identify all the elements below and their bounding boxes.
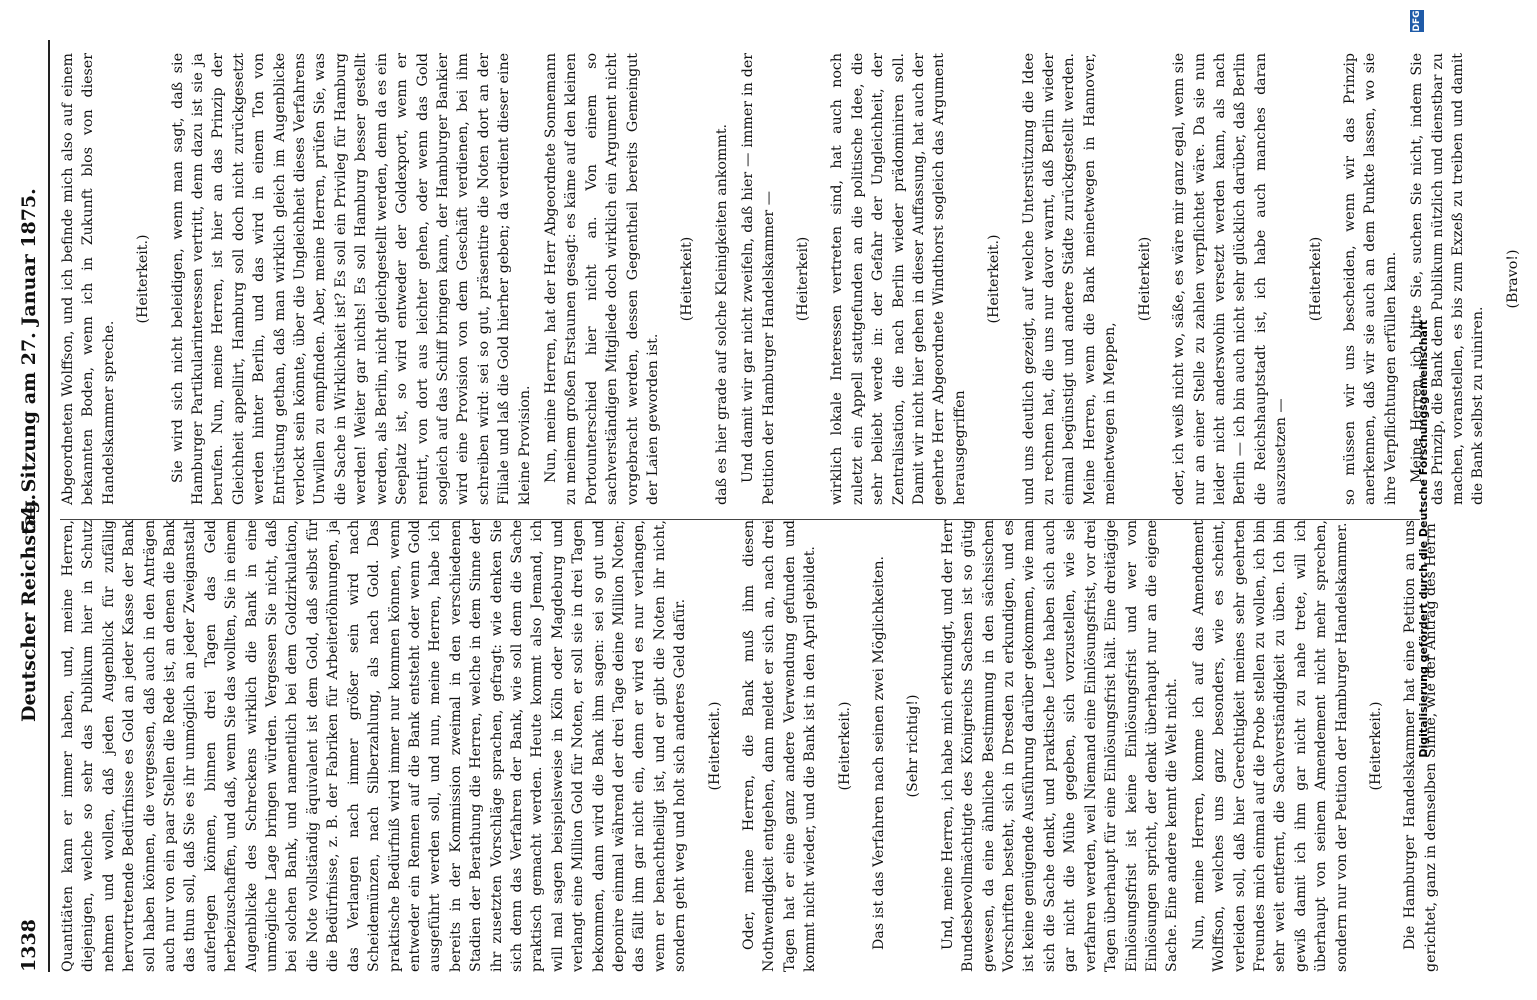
page-header <box>8 40 50 972</box>
paragraph: wirklich lokale Interessen vertreten sind, hat auch noch zuletzt ein Appell stattgefunden an die politische Idee, die sehr beliebt werde in: der Gefahr der Ungleichheit, der Zentralisation, die nach Berlin wieder prädominiren soll. Damit wir nicht hier gehen in dieser Auffassung, hat auch der geehrte Herr Abgeordnete Windthorst sogleich das Argument herausgegriffen <box>829 53 968 505</box>
paragraph: Meine Herren, ich bitte Sie, suchen Sie nicht, indem Sie das Prinzip, die Bank dem Publikum nützlich und dienstbar zu machen, voranstellen, es bis zum Exzeß zu treiben und damit die Bank selbst zu ruiniren. <box>1409 53 1487 505</box>
paragraph: Nun, meine Herren, komme ich auf das Amendement Wolffson, welches uns ganz besonders, wie es scheint, verleiden soll, daß hier Gerechtigkeit meines sehr geehrten Freundes mich einmal auf die Probe stellen zu wollen, ich bin sehr weit entfernt, die Sachverständigkeit zu üben. Ich bin gewiß damit ich ihm gar nicht zu nahe trete, will ich überhaupt von seinem Amendement nicht mehr sprechen, sondern nur von der Petition der Hamburger Handelskammer. <box>1190 520 1350 972</box>
funding-credit: Digitalisierung gefördert durch die Deutsche Forschungsgemeinschaft <box>1417 320 1430 758</box>
digitization-note <box>1416 0 1432 1000</box>
interjection: (Heiterkeit) <box>1307 236 1324 322</box>
right-column <box>58 53 1537 505</box>
interjection: (Heiterkeit) <box>679 236 696 322</box>
left-column <box>58 520 1447 972</box>
paragraph: so müssen wir uns bescheiden, wenn wir das Prinzip anerkennen, daß wir sie auch an dem Punkte lassen, wo sie ihre Verpflichtungen erfüllen kann. <box>1341 53 1399 505</box>
interjection: (Heiterkeit.) <box>135 234 152 324</box>
paragraph: daß es hier grade auf solche Kleinigkeiten ankommt. <box>713 123 730 505</box>
paragraph: Oder, meine Herren, die Bank muß ihm diesen Nothwendigkeit entgehen, dann meldet er sich an, nach drei Tagen hat er eine ganz andere Verwendung gefunden und kommt nicht wieder, und die Bank ist in den April gebildet. <box>741 520 819 972</box>
dfg-logo: DFG <box>1412 10 1422 32</box>
session-title: 54. Sitzung am 27. Januar 1875. <box>18 188 40 532</box>
paragraph: Das ist das Verfahren nach seinen zwei Möglichkeiten. <box>871 555 888 950</box>
paragraph: und uns deutlich gezeigt, auf welche Unterstützung die Idee zu rechnen hat, die uns nur davor warnt, daß Berlin wieder einmal begünstigt und andere Städte zurückgestellt werden. Meine Herren, wenn die Bank meinetwegen in Hannover, meinetwegen in Meppen, <box>1020 53 1119 505</box>
paragraph: Nun, meine Herren, hat der Herr Abgeordnete Sonnemann zu meinem großen Erstaunen gesagt: es käme auf den kleinen Portounterschied hier nicht an. Von einem so sachverständigen Mitgliede doch wirklich ein Argument nicht vorgebracht werden, dessen Gegentheil bereits Gemeingut der Laien geworden ist. <box>542 53 661 505</box>
paragraph: Abgeordneten Wolffson, und ich befinde mich also auf einem bekannten Boden, wenn ich in Zukunft blos von dieser Handelskammer spreche. <box>60 53 117 505</box>
paragraph: Und damit wir gar nicht zweifeln, daß hier — immer in der Petition der Hamburger Handelskammer — <box>740 53 777 505</box>
interjection: (Bravo!) <box>1504 249 1521 309</box>
interjection: (Heiterkeit.) <box>706 701 723 791</box>
interjection: (Heiterkeit.) <box>836 701 853 791</box>
interjection: (Heiterkeit.) <box>986 234 1003 324</box>
paragraph: Und, meine Herren, ich habe mich erkundigt, und der Herr Bundesbevollmächtigte des Königreichs Sachsen ist so gütig gewesen, da eine ähnliche Bestimmung in den sächsischen Vorschriften besteht, sich in Dresden zu erkundigen, und es ist keine genügende Ausführung darüber gekommen, wie man sich die Sache denkt, und praktische Leute haben sich auch gar nicht die Mühe gegeben, sich vorzustellen, wie sie verfahren werden, weil Niemand eine Einlösungsfrist, vor drei Tagen überhaupt für eine Einlösungsfrist hält. Eine dreitägige Einlösungsfrist ist keine Einlösungsfrist und wer von Einlösungen spricht, der denkt überhaupt nur an die eigene Sache. Eine andere kennt die Welt nicht. <box>939 520 1181 972</box>
column-divider <box>60 519 1420 520</box>
header-rule <box>48 40 50 972</box>
paragraph: Die Hamburger Handelskammer hat eine Petition an uns gerichtet, ganz in demselben Sinne, wie der Antrag des Herrn <box>1402 520 1439 972</box>
interjection: (Heiterkeit.) <box>1367 701 1384 791</box>
interjection: (Heiterkeit) <box>1136 236 1153 322</box>
paragraph: Sie wird sich nicht beleidigen, wenn man sagt, daß sie Hamburger Partikularinteressen vertritt, denn dazu ist sie ja berufen. Nun, meine Herren, ist hier an das Prinzip der Gleichheit appellirt, Hamburg soll doch nicht zurückgesetzt werden hinter Berlin, und das wird in einem Ton von Entrüstung gethan, daß man wirklich gleich im Augenblicke verlockt sein könnte, über die Ungleichheit dieses Verfahrens Unwillen zu empfinden. Aber, meine Herren, prüfen Sie, was die Sache in Wirklichkeit ist? Es soll ein Privileg für Hamburg werden! Weiter gar nichts! Es soll Hamburg besser gestellt werden, als Berlin, nicht gleichgestellt werden, denn da es ein Seeplatz ist, so wird entweder der Goldexport, wenn er rentirt, von dort aus leichter gehen, oder wenn das Gold sogleich auf das Schiff bringen kann, der Hamburger Bankier wird eine Provision von dem Geschäft verdienen, bei ihm schreiben wird: sei so gut, präsentire die Noten dort an der Filiale und laß die Gold hierher geben; da verdient dieser eine kleine Provision. <box>169 53 533 505</box>
journal-title: Deutscher Reichstag. <box>18 493 40 722</box>
interjection: (Sehr richtig!) <box>905 694 922 798</box>
page-number: 1338 <box>18 919 40 972</box>
paragraph: oder, ich weiß nicht wo, säße, es wäre mir ganz egal, wenn sie nur an einer Stelle zu zahlen verpflichtet wäre. Da sie nun leider nicht anderswohin versetzt werden kann, als nach Berlin — ich bin auch nicht sehr glücklich darüber, daß Berlin die Reichshauptstadt ist, ich habe auch manches daran auszusetzen — <box>1171 53 1290 505</box>
paragraph: Quantitäten kann er immer haben, und, meine Herren, diejenigen, welche so sehr das Publikum hier in Schutz nehmen und wollen, daß jeden Augenblick für zufällig hervortretende Bedürfnisse es Gold an jeder Kasse der Bank soll haben können, die vergessen, daß auch in den Anträgen auch nur von ein paar Stellen die Rede ist, an denen die Bank das thun soll, daß Sie es ihr unmöglich an jeder Zweiganstalt auferlegen können, binnen drei Tagen das Geld herbeizuschaffen, und daß, wenn Sie das wollten, Sie in einem Augenblicke des Schreckens wirklich die Bank in eine unmögliche Lage bringen würden. Vergessen Sie nicht, daß bei solchen Bank, und namentlich bei dem Goldzirkulation, die Note vollständig äquivalent ist dem Gold, daß selbst für die Bedürfnisse, z. B. der Fabriken für Arbeiterlöhnungen, ja das Verlangen nach immer größer sein wird nach Scheidemünzen, nach Silberzahlung, als nach Gold. Das praktische Bedürfniß wird immer nur kommen können, wenn entweder ein Rennen auf die Bank entsteht oder wenn Gold ausgeführt werden soll, und nun, meine Herren, habe ich bereits in der Kommission zweimal in den verschiedenen Stadien der Berathung die Herren, welche in dem Sinne der ihr zusetzten Vorschläge sprachen, gefragt: wie denken Sie sich denn das Verfahren der Bank, wie soll denn die Sache praktisch gemacht werden. Heute kommt also Jemand, ich will mal sagen beispielsweise in Köln oder Magdeburg und verlangt eine Million Gold für Noten, er soll sie in drei Tagen bekommen, dann wird die Bank ihm sagen: sei so gut und deponire einmal während der drei Tage deine Million Noten; das fällt ihm gar nicht ein, denn er wird es nur verlangen, wenn er benachtheiligt ist, und er gibt die Noten ihr nicht, sondern geht weg und holt sich anderes Geld dafür. <box>60 520 689 972</box>
interjection: (Heiterkeit) <box>795 236 811 322</box>
